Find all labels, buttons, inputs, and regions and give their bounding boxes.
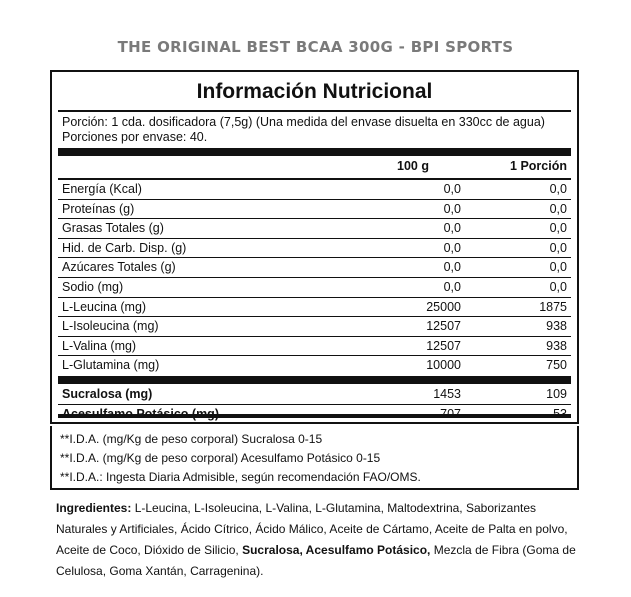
value-portion: 0,0 <box>549 182 567 196</box>
table-row <box>58 239 571 259</box>
value-100g: 0,0 <box>443 260 461 275</box>
value-portion: 938 <box>546 319 567 334</box>
notes-box <box>50 426 579 490</box>
nutrient-label: L-Valina (mg) <box>62 338 137 353</box>
ingredients-text-2: Mezcla de Fibra (Goma de Celulosa, Goma Xantán, Carragenina). <box>56 543 576 578</box>
value-portion: 0,0 <box>549 260 567 275</box>
table-row <box>58 180 571 200</box>
table-row <box>58 298 571 318</box>
servings-per-container: Porciones por envase: 40. <box>62 130 208 144</box>
value-100g: 0,0 <box>443 221 461 236</box>
title-divider <box>58 110 571 112</box>
nutrient-label: Sodio (mg) <box>62 280 124 294</box>
nutrition-facts-panel <box>50 70 579 424</box>
ingredients-sweeteners: Sucralosa, Acesulfamo Potásico, <box>242 543 431 557</box>
table-row <box>58 200 571 220</box>
table-row <box>58 317 571 337</box>
value-portion: 0,0 <box>549 280 567 294</box>
value-100g: 25000 <box>426 299 461 314</box>
nutrient-label: L-Glutamina (mg) <box>62 358 160 373</box>
value-100g: 1453 <box>433 387 461 401</box>
value-portion: 750 <box>546 358 567 373</box>
table-row <box>58 356 571 376</box>
note-sucralose: **I.D.A. (mg/Kg de peso corporal) Sucralosa 0-15 <box>60 432 323 446</box>
nutrient-label: Proteínas (g) <box>62 201 135 216</box>
ingredients-heading: Ingredientes: <box>56 501 132 515</box>
value-100g: 0,0 <box>443 201 461 216</box>
value-portion: 0,0 <box>549 221 567 236</box>
note-ida: **I.D.A.: Ingesta Diaria Admisible, según recomendación FAO/OMS. <box>60 470 421 484</box>
table-row <box>58 278 571 298</box>
nutrient-label: Energía (Kcal) <box>62 182 142 196</box>
product-title: THE ORIGINAL BEST BCAA 300G - BPI SPORTS <box>117 38 514 56</box>
sweeteners-divider <box>58 376 571 384</box>
ingredients-block <box>56 498 586 582</box>
portion-size: Porción: 1 cda. dosificadora (7,5g) (Una medida del envase disuelta en 330cc de agua) <box>62 115 545 129</box>
notes-divider <box>58 414 571 418</box>
value-100g: 12507 <box>426 338 461 353</box>
value-portion: 0,0 <box>549 201 567 216</box>
value-100g: 0,0 <box>443 280 461 294</box>
nutrient-label: L-Leucina (mg) <box>62 299 147 314</box>
nutrient-label: Grasas Totales (g) <box>62 221 164 236</box>
table-row <box>58 385 571 405</box>
value-portion: 938 <box>546 338 567 353</box>
value-100g: 0,0 <box>443 182 461 196</box>
value-100g: 10000 <box>426 358 461 373</box>
nutrient-label: Sucralosa (mg) <box>62 387 153 401</box>
nutrient-label: L-Isoleucina (mg) <box>62 319 159 334</box>
ingredients-text-1: L-Leucina, L-Isoleucina, L-Valina, L-Glutamina, Maltodextrina, Saborizantes Naturales y Artificiales, Ácido Cítrico, Ácido Málico, Aceite de Cártamo, Aceite de Palta en polvo, Aceite de Coco, Dióxido de Silicio, <box>56 501 568 557</box>
nutrient-label: Azúcares Totales (g) <box>62 260 176 275</box>
table-row <box>58 219 571 239</box>
table-row <box>58 258 571 278</box>
value-100g: 12507 <box>426 319 461 334</box>
header-divider <box>58 148 571 156</box>
value-portion: 109 <box>546 387 567 401</box>
table-row <box>58 337 571 357</box>
nutrient-label: Hid. de Carb. Disp. (g) <box>62 240 187 255</box>
value-portion: 0,0 <box>549 240 567 255</box>
value-portion: 1875 <box>539 299 567 314</box>
column-header-portion: 1 Porción <box>510 159 567 173</box>
value-100g: 0,0 <box>443 240 461 255</box>
panel-title: Información Nutricional <box>196 80 433 103</box>
column-header-100g: 100 g <box>397 159 429 173</box>
note-acesulfame: **I.D.A. (mg/Kg de peso corporal) Acesulfamo Potásico 0-15 <box>60 451 381 465</box>
